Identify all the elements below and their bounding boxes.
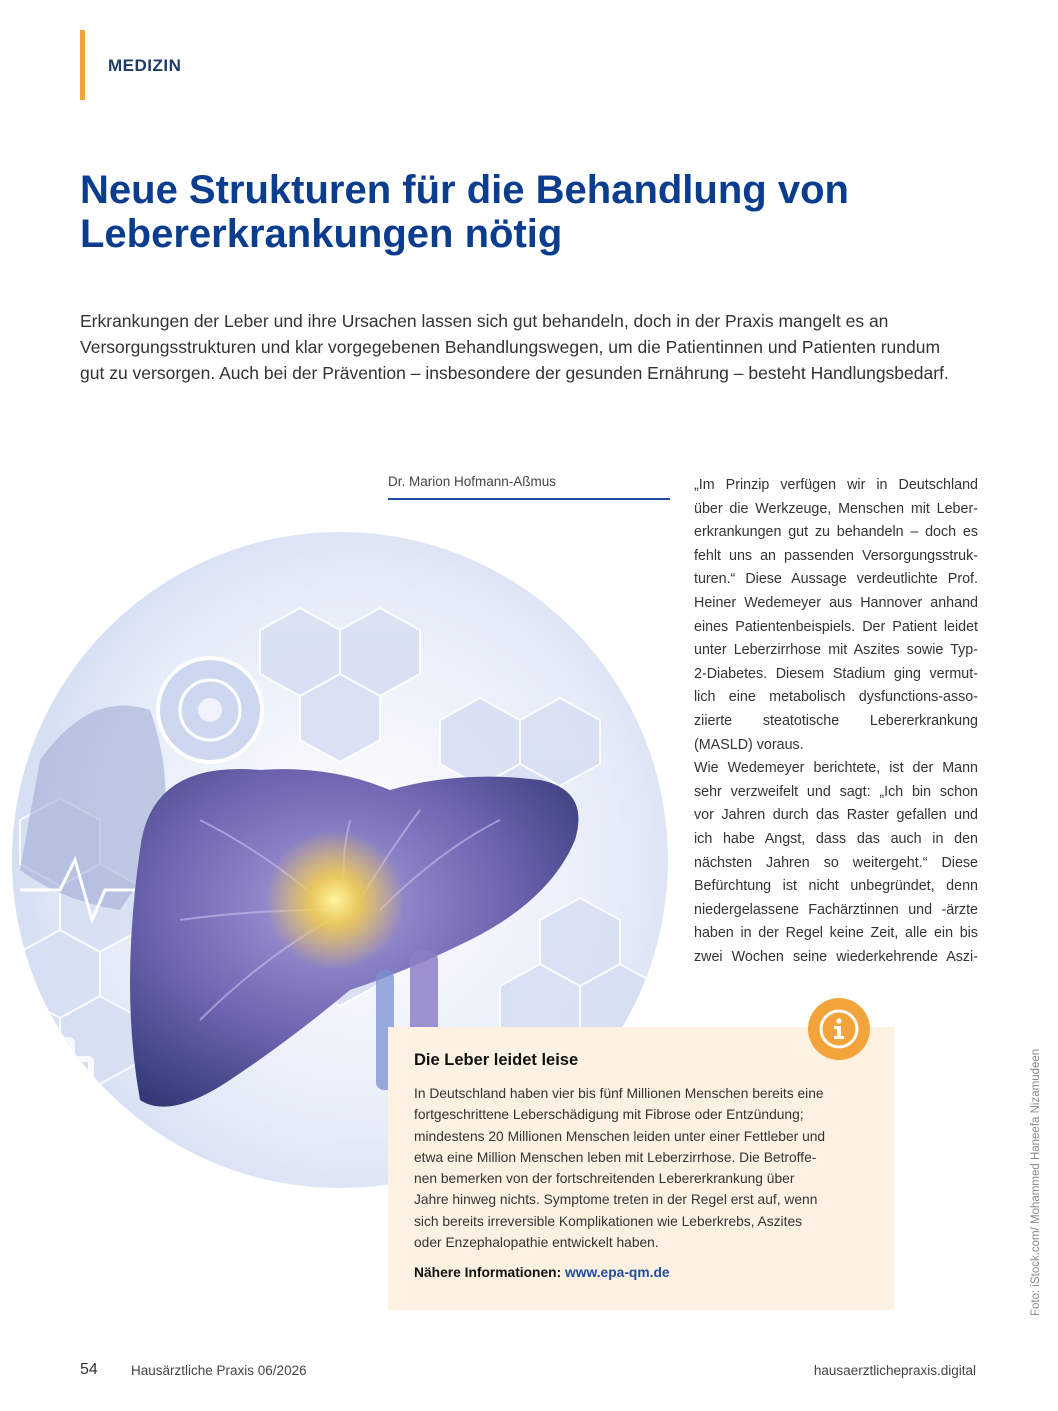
article-lead: Erkrankungen der Leber und ihre Ursachen lassen sich gut behandeln, doch in der Praxis mangelt es an Versorgungsstrukturen und klar vorgegebenen Behandlungswegen, um die Patientinnen und Patienten rundum gut zu versorgen. Auch bei der Prävention – insbesondere der gesunden Ernährung – besteht Handlungsbedarf.	[80, 311, 949, 383]
info-icon	[808, 998, 870, 1060]
article-title	[80, 168, 1000, 256]
section-label: MEDIZIN	[108, 56, 182, 75]
article-title-line-1: Neue Strukturen für die Behandlung von	[80, 168, 849, 212]
infobox-link[interactable]: www.epa-qm.de	[565, 1265, 670, 1280]
article-body-line: (MASLD) voraus.	[694, 736, 804, 753]
article-body-line: ziierte steatotische Lebererkrankung	[694, 712, 978, 729]
article-body-line: haben in der Regel keine Zeit, alle ein bis	[694, 925, 978, 942]
infobox-line: mindestens 20 Millionen Menschen leiden unter einer Fettleber und	[414, 1128, 826, 1144]
magazine-url[interactable]: hausaerztlichepraxis.digital	[813, 1363, 976, 1378]
infobox-line: oder Enzephalopathie entwickelt haben.	[414, 1235, 659, 1251]
article-body-line: Befürchtung ist nicht unbegründet, denn	[694, 878, 978, 895]
article-body-line: über die Werkzeuge, Menschen mit Leber-	[694, 500, 978, 517]
article-body-line: „Im Prinzip verfügen wir in Deutschland	[694, 477, 978, 493]
article-body-line: Heiner Wedemeyer aus Hannover anhand	[694, 594, 978, 611]
article-title-line-2: Lebererkrankungen nötig	[80, 212, 563, 256]
infobox-line: sich bereits irreversible Komplikationen wie Leberkrebs, Aszites	[414, 1213, 803, 1229]
article-body-line: niedergelassene Fachärztinnen und -ärzte	[694, 901, 978, 918]
article-body-line: erkrankungen gut zu behandeln – doch es	[694, 524, 978, 541]
infobox-more	[414, 1265, 670, 1280]
infobox-line: In Deutschland haben vier bis fünf Millionen Menschen bereits eine	[414, 1086, 824, 1101]
page-number: 54	[80, 1361, 98, 1378]
article-body-line: vor Jahren durch das Raster gefallen und	[694, 807, 978, 824]
infobox-line: Jahre hinweg nichts. Symptome treten in der Regel erst auf, wenn	[414, 1192, 818, 1208]
article-body-line: 2-Diabetes. Diesem Stadium ging vermut-	[694, 665, 978, 682]
infobox-title: Die Leber leidet leise	[414, 1051, 579, 1069]
article-body-line: ich habe Angst, dass das auch in den	[694, 830, 978, 847]
article-body-line: turen.“ Diese Aussage verdeutlichte Prof.	[694, 571, 978, 588]
article-body-line: Wie Wedemeyer berichtete, ist der Mann	[694, 760, 978, 777]
photo-credit: Foto: iStock.com/ Mohammed Haneefa Nizamudeen	[1030, 1048, 1042, 1316]
article-body-line: sehr verzweifelt und sagt: „Ich bin schon	[694, 783, 978, 800]
infobox	[388, 1027, 894, 1310]
infobox-line: fortgeschrittene Leberschädigung mit Fibrose oder Entzündung;	[414, 1107, 804, 1123]
author-name: Dr. Marion Hofmann-Aßmus	[388, 474, 557, 489]
article-body-line: fehlt uns an passenden Versorgungsstruk-	[694, 547, 978, 564]
article-body-line: unter Leberzirrhose mit Aszites sowie Typ-	[694, 642, 978, 659]
article-body-column	[694, 474, 978, 969]
info-icon-svg	[808, 998, 870, 1060]
infobox-more-label: Nähere Informationen:	[414, 1265, 562, 1280]
article-body-line: eines Patientenbeispiels. Der Patient leidet	[694, 618, 978, 635]
author-divider	[388, 498, 670, 500]
section-accent-bar	[80, 30, 85, 100]
article-body-line: lich eine metabolisch dysfunctions-asso-	[694, 689, 978, 706]
infobox-text	[414, 1083, 884, 1253]
infobox-line: etwa eine Million Menschen leben mit Leberzirrhose. Die Betroffe-	[414, 1149, 817, 1165]
magazine-issue: Hausärztliche Praxis 06/2026	[131, 1363, 307, 1378]
infobox-line: nen bemerken von der fortschreitenden Lebererkrankung über	[414, 1171, 795, 1187]
article-body-line: zwei Wochen seine wiederkehrende Aszi-	[694, 948, 978, 965]
article-body-line: nächsten Jahren so weitergeht.“ Diese	[694, 854, 978, 871]
